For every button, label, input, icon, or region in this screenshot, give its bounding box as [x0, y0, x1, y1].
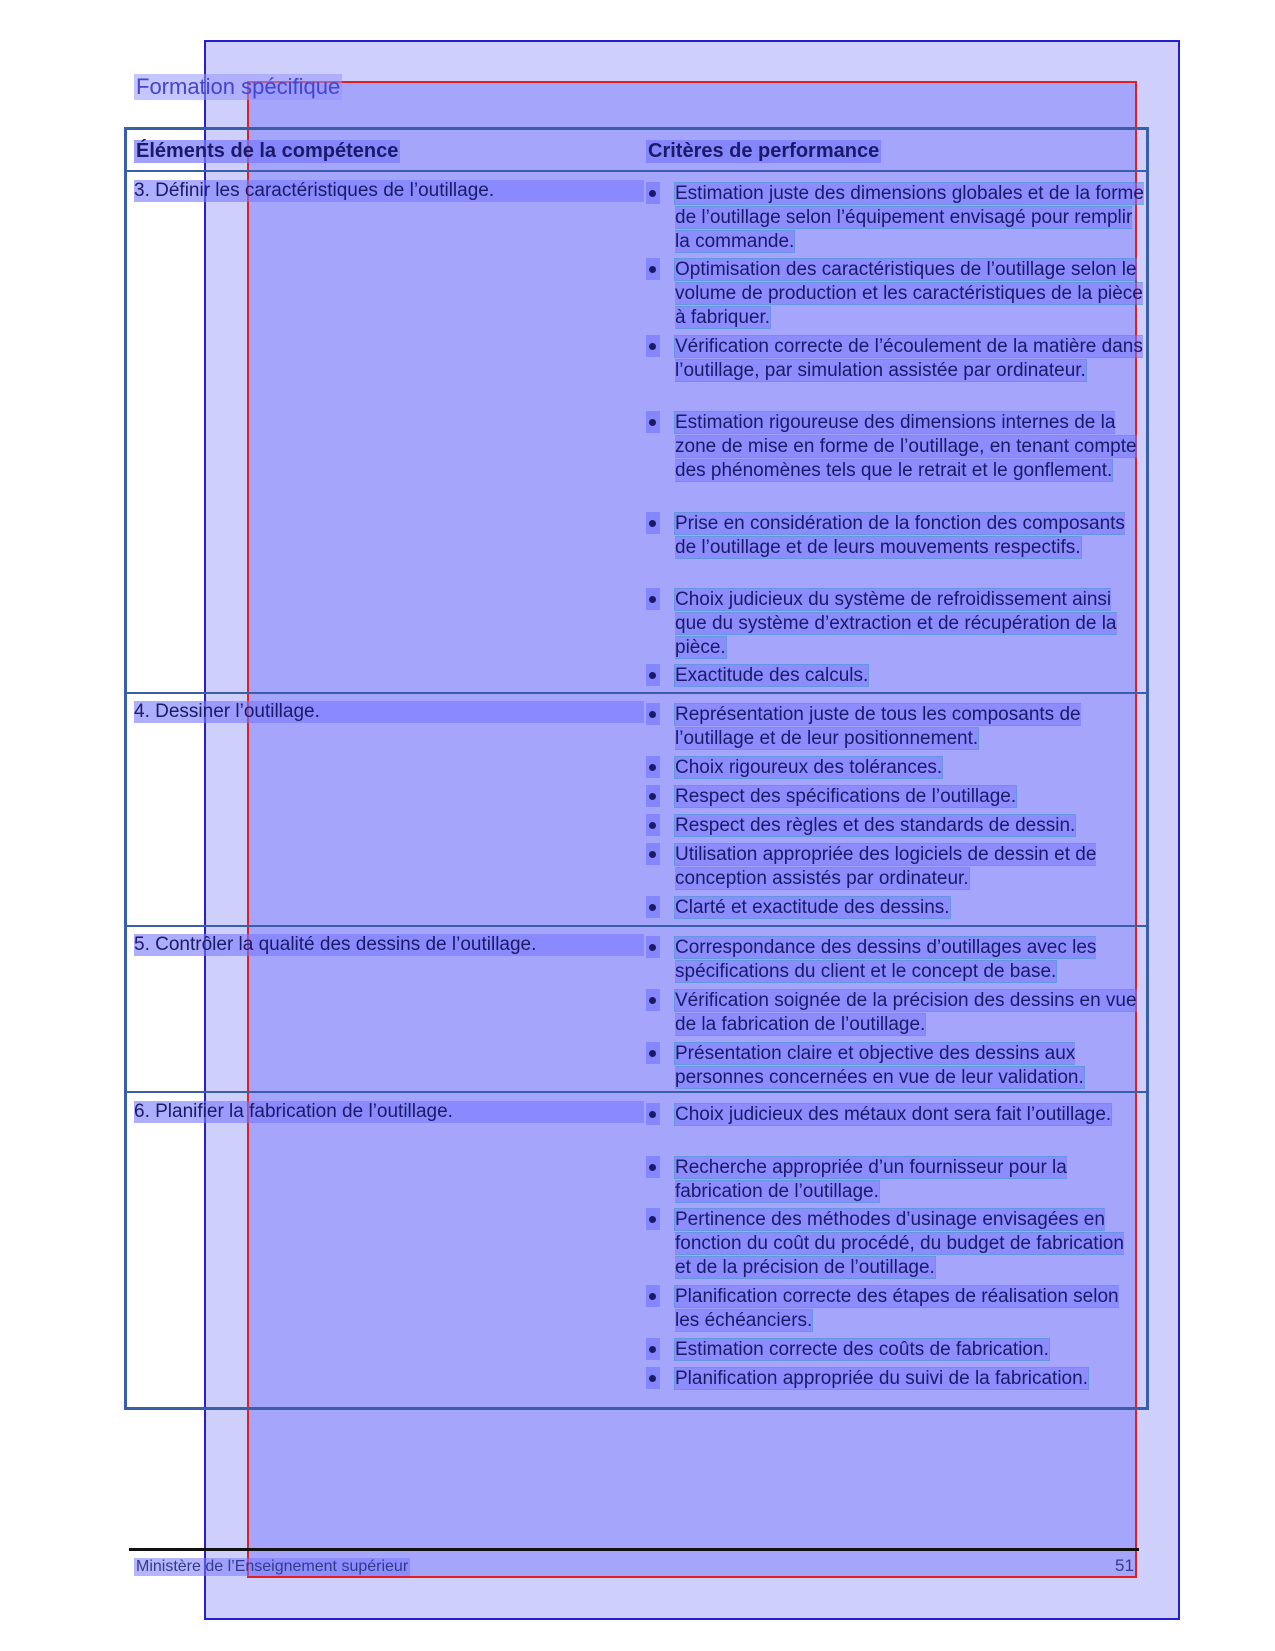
- criterion-text: Choix judicieux du système de refroidissement ainsi que du système d’extraction et de récupération de la pièce.: [675, 589, 1117, 658]
- element-label: 3. Définir les caractéristiques de l’outillage.: [134, 180, 644, 202]
- criterion-text: Recherche appropriée d’un fournisseur pour la fabrication de l’outillage.: [675, 1157, 1067, 1202]
- col-header-elements: Éléments de la compétence: [136, 140, 399, 162]
- bullet-icon: [646, 785, 660, 807]
- bullet-icon: [646, 896, 660, 918]
- bullet-icon: [646, 1042, 660, 1064]
- criterion-text: Choix judicieux des métaux dont sera fait l’outillage.: [675, 1104, 1112, 1125]
- footer-ministry: Ministère de l’Enseignement supérieur: [136, 1558, 409, 1575]
- row-divider: [124, 692, 1149, 694]
- bullet-icon: [646, 1338, 660, 1360]
- footer-rule: [129, 1548, 1139, 1551]
- col-header-criteria: Critères de performance: [648, 140, 880, 162]
- header-divider: [124, 170, 1149, 172]
- bullet-icon: [646, 335, 660, 357]
- bullet-icon: [646, 843, 660, 865]
- bullet-icon: [646, 1208, 660, 1230]
- bullet-icon: [646, 989, 660, 1011]
- bullet-icon: [646, 1285, 660, 1307]
- criterion-text: Optimisation des caractéristiques de l’outillage selon le volume de production et les caractéristiques de la pièce à fabriquer.: [675, 259, 1143, 328]
- bullet-icon: [646, 1103, 660, 1125]
- bullet-icon: [646, 814, 660, 836]
- row-divider: [124, 925, 1149, 927]
- bullet-icon: [646, 703, 660, 725]
- element-label: 4. Dessiner l’outillage.: [134, 701, 644, 723]
- bullet-icon: [646, 182, 660, 204]
- bullet-icon: [646, 1367, 660, 1389]
- section-title: Formation spécifique: [136, 74, 341, 99]
- criterion-text: Estimation correcte des coûts de fabrication.: [675, 1339, 1049, 1360]
- criterion-text: Pertinence des méthodes d’usinage envisagées en fonction du coût du procédé, du budget de fabrication et de la précision de l’outillage.: [675, 1209, 1124, 1278]
- criterion-text: Utilisation appropriée des logiciels de dessin et de conception assistés par ordinateur.: [675, 844, 1097, 889]
- bullet-icon: [646, 1156, 660, 1178]
- row-divider: [124, 1091, 1149, 1093]
- bullet-icon: [646, 936, 660, 958]
- criterion-text: Respect des règles et des standards de dessin.: [675, 815, 1076, 836]
- criterion-text: Estimation rigoureuse des dimensions internes de la zone de mise en forme de l’outillage, en tenant compte des phénomènes tels que le retrait et le gonflement.: [675, 412, 1137, 481]
- bullet-icon: [646, 756, 660, 778]
- criterion-text: Clarté et exactitude des dessins.: [675, 897, 950, 918]
- bullet-icon: [646, 664, 660, 686]
- criterion-text: Vérification correcte de l’écoulement de la matière dans l’outillage, par simulation assistée par ordinateur.: [675, 336, 1143, 381]
- criterion-text: Estimation juste des dimensions globales et de la forme de l’outillage selon l’équipement envisagé pour remplir la commande.: [675, 183, 1144, 252]
- bullet-icon: [646, 588, 660, 610]
- criterion-text: Exactitude des calculs.: [675, 665, 869, 686]
- criterion-text: Vérification soignée de la précision des dessins en vue de la fabrication de l’outillage.: [675, 990, 1137, 1035]
- criterion-text: Correspondance des dessins d’outillages avec les spécifications du client et le concept de base.: [675, 937, 1097, 982]
- element-label: 6. Planifier la fabrication de l’outillage.: [134, 1101, 644, 1123]
- criterion-text: Présentation claire et objective des dessins aux personnes concernées en vue de leur validation.: [675, 1043, 1084, 1088]
- criterion-text: Respect des spécifications de l’outillage.: [675, 786, 1017, 807]
- criterion-text: Planification correcte des étapes de réalisation selon les échéanciers.: [675, 1286, 1119, 1331]
- page-number: 51: [1115, 1556, 1134, 1575]
- criterion-text: Prise en considération de la fonction des composants de l’outillage et de leurs mouvements respectifs.: [675, 513, 1125, 558]
- bullet-icon: [646, 258, 660, 280]
- criterion-text: Représentation juste de tous les composants de l’outillage et de leur positionnement.: [675, 704, 1081, 749]
- criterion-text: Choix rigoureux des tolérances.: [675, 757, 943, 778]
- criterion-text: Planification appropriée du suivi de la fabrication.: [675, 1368, 1088, 1389]
- bullet-icon: [646, 512, 660, 534]
- bullet-icon: [646, 411, 660, 433]
- element-label: 5. Contrôler la qualité des dessins de l’outillage.: [134, 934, 644, 956]
